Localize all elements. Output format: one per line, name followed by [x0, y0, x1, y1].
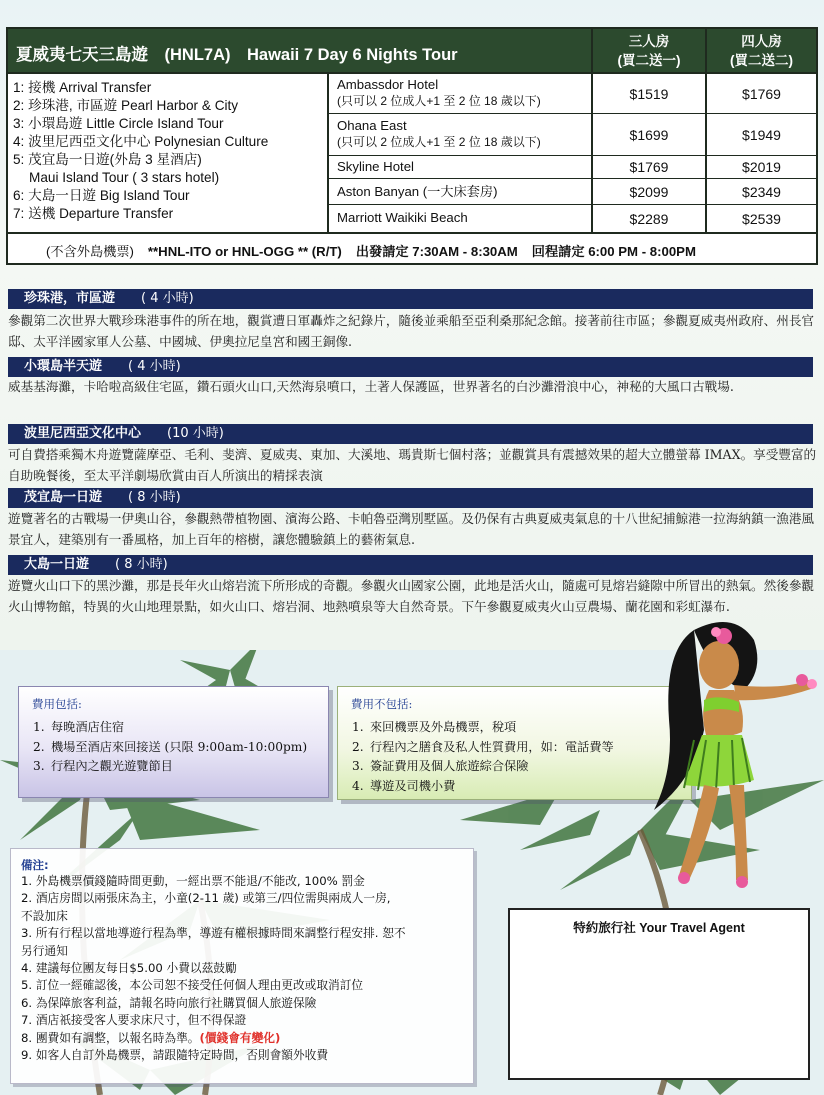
itinerary-item: 2: 珍珠港, 市區遊 Pearl Harbor & City [13, 98, 239, 113]
tour-title: 夏威夷七天三島遊 (HNL7A) Hawaii 7 Day 6 Nights Tour [16, 46, 458, 64]
section-body: 遊覽著名的古戰場一伊奧山谷，參觀熱帶植物園、濱海公路、卡帕魯亞灣別墅區。及仍保有古典夏威夷氣息的十八世紀捕鯨港一拉海納鎮一漁港風景宜人，建築別有一番風格，加上百年的榕樹，讓您體驗鎮上的藝術氣息. [8, 511, 814, 547]
list-item: 3. 簽証費用及個人旅遊綜合保險 [352, 759, 529, 773]
note-item: 8. 團費如有調整，以報名時為準。(價錢會有變化) [21, 1030, 281, 1045]
itinerary-item: 6: 大島一日遊 Big Island Tour [13, 188, 190, 203]
note-item-continued: 不設加床 [21, 908, 68, 923]
quad-price: $1769 [705, 74, 816, 113]
travel-agent-box [508, 908, 810, 1080]
section-duration: ( 8 小時) [128, 490, 181, 505]
quad-price: $1949 [705, 114, 816, 155]
note-item: 3. 所有行程以當地導遊行程為準，導遊有權根據時間來調整行程安排. 恕不 [21, 926, 406, 941]
triple-price: $1699 [591, 114, 705, 155]
section-body: 威基基海灘，卡哈啦高級住宅區，鑽石頭火山口,天然海泉噴口，土著人保護區，世界著名的白沙灘滑浪中心，神秘的大風口古戰場. [8, 379, 734, 394]
triple-price: $2289 [591, 205, 705, 232]
section-header [8, 424, 813, 444]
hula-dancer-illustration [624, 610, 824, 900]
list-item: 2. 機場至酒店來回接送 (只限 9:00am-10:00pm) [33, 739, 308, 754]
quad-price: $2349 [705, 179, 816, 204]
hotel-name: Skyline Hotel [337, 159, 414, 174]
itinerary-item: 5: 茂宜島一日遊(外島 3 星酒店) [13, 152, 202, 167]
note-item-continued: 另行通知 [21, 943, 68, 958]
itinerary-item: Maui Island Tour ( 3 stars hotel) [29, 170, 220, 185]
section-title: 珍珠港，市區遊 [24, 291, 116, 306]
itinerary-item: 4: 波里尼西亞文化中心 Polynesian Culture [13, 134, 269, 149]
route-note: **HNL-ITO or HNL-OGG ** (R/T) [147, 244, 342, 259]
hotel-name: Ohana East [337, 118, 407, 133]
hotel-name: Aston Banyan (一大床套房) [337, 184, 498, 199]
table-footer [8, 232, 816, 263]
departure-time: 出發請定 7:30AM - 8:30AM [355, 244, 518, 259]
hotel-name: Ambassdor Hotel [337, 77, 439, 92]
return-time: 回程請定 6:00 PM - 8:00PM [531, 244, 696, 259]
section-body: 遊覽火山口下的黑沙灘，那是長年火山熔岩流下所形成的奇觀。參觀火山國家公園，此地是活火山，隨處可見熔岩縫隙中所冒出的熱氣。然後參觀火山博物館，特異的火山地理景點，如火山口、熔岩洞、地熱噴泉等大自然奇景。下午參觀夏威夷火山豆農場、蘭花園和彩虹瀑布. [8, 578, 814, 614]
note-item: 1. 外島機票價錢隨時間更動，一經出票不能退/不能改, 100% 罰金 [21, 874, 365, 888]
section-duration: ( 4 小時) [141, 291, 194, 306]
section-duration: ( 4 小時) [128, 359, 181, 374]
note-item: 4. 建議每位團友每日$5.00 小費以茲鼓勵 [21, 961, 237, 976]
note-item: 2. 酒店房間以兩張床為主，小童(2-11 歲) 或第三/四位需與兩成人一房, [21, 891, 391, 906]
section-title: 茂宜島一日遊 [24, 490, 103, 505]
note-item: 9. 如客人自訂外島機票，請跟隨特定時間，否則會額外收費 [21, 1048, 329, 1063]
section-duration: ( 8 小時) [115, 557, 168, 572]
triple-price: $1519 [591, 74, 705, 113]
section-duration: (10 小時) [167, 426, 224, 441]
section-title: 波里尼西亞文化中心 [24, 426, 142, 441]
price-includes-box [18, 686, 329, 798]
notes-box [10, 848, 474, 1084]
itinerary-item: 3: 小環島遊 Little Circle Island Tour [13, 116, 224, 131]
price-change-warning: (價錢會有變化) [199, 1030, 281, 1045]
list-item: 3. 行程內之觀光遊覽節目 [33, 759, 173, 773]
travel-agent-label: 特約旅行社 Your Travel Agent [573, 921, 745, 935]
notes-title: 備注: [21, 858, 49, 872]
list-item: 1. 每晚酒店住宿 [33, 720, 125, 734]
hotel-price-rows [329, 74, 816, 232]
airfare-note: (不含外島機票) [46, 244, 134, 259]
hotel-row [329, 74, 816, 114]
itinerary-item: 7: 送機 Departure Transfer [13, 206, 174, 221]
section-header [8, 555, 813, 575]
hotel-row [329, 114, 816, 156]
section-header [8, 357, 813, 377]
table-header [8, 29, 816, 74]
hotel-row [329, 205, 816, 232]
triple-price: $2099 [591, 179, 705, 204]
excludes-title: 費用不包括: [351, 697, 413, 711]
tour-price-table [6, 27, 818, 265]
section-title: 小環島半天遊 [24, 359, 103, 374]
includes-title: 費用包括: [32, 697, 82, 711]
section-header [8, 289, 813, 309]
hotel-row [329, 156, 816, 179]
list-item: 2. 行程內之膳食及私人性質費用，如：電話費等 [352, 739, 614, 754]
hotel-name: Marriott Waikiki Beach [337, 210, 468, 225]
note-item: 5. 訂位一經確認後，本公司恕不接受任何個人理由更改或取消訂位 [21, 978, 364, 993]
list-item: 1. 來回機票及外島機票，稅項 [352, 720, 517, 734]
section-title: 大島一日遊 [24, 557, 90, 572]
hotel-note: (只可以 2 位成人+1 至 2 位 18 歲以下) [337, 135, 541, 149]
quad-price: $2019 [705, 156, 816, 178]
hotel-note: (只可以 2 位成人+1 至 2 位 18 歲以下) [337, 94, 541, 108]
triple-price: $1769 [591, 156, 705, 178]
note-item: 6. 為保障旅客利益，請報名時向旅行社購買個人旅遊保險 [21, 995, 317, 1010]
section-body: 可自費搭乘獨木舟遊覽薩摩亞、毛利、斐濟、夏威夷、東加、大溪地、瑪貴斯七個村落；並觀賞具有震撼效果的超大立體螢幕 IMAX。享受豐富的自助晚餐後，至太平洋劇場欣賞由百人所演出的精採表演 [8, 447, 817, 483]
quad-room-header: 四人房 (買二送二) [705, 29, 816, 74]
note-item: 7. 酒店祇接受客人要求床尺寸，但不得保證 [21, 1013, 247, 1028]
section-body: 參觀第二次世界大戰珍珠港事件的所在地，觀賞遭日軍轟炸之紀錄片，隨後並乘船至亞利桑那紀念館。接著前往市區；參觀夏威夷州政府、州長官邸、太平洋國家軍人公墓、中國城、伊奧拉尼皇宮和國王銅像. [8, 313, 814, 349]
itinerary-item: 1: 接機 Arrival Transfer [13, 80, 152, 95]
hotel-row [329, 179, 816, 205]
section-header [8, 488, 813, 508]
triple-room-header: 三人房 (買二送一) [591, 29, 705, 74]
list-item: 4. 導遊及司機小費 [352, 778, 456, 793]
itinerary-list [8, 74, 329, 232]
quad-price: $2539 [705, 205, 816, 232]
